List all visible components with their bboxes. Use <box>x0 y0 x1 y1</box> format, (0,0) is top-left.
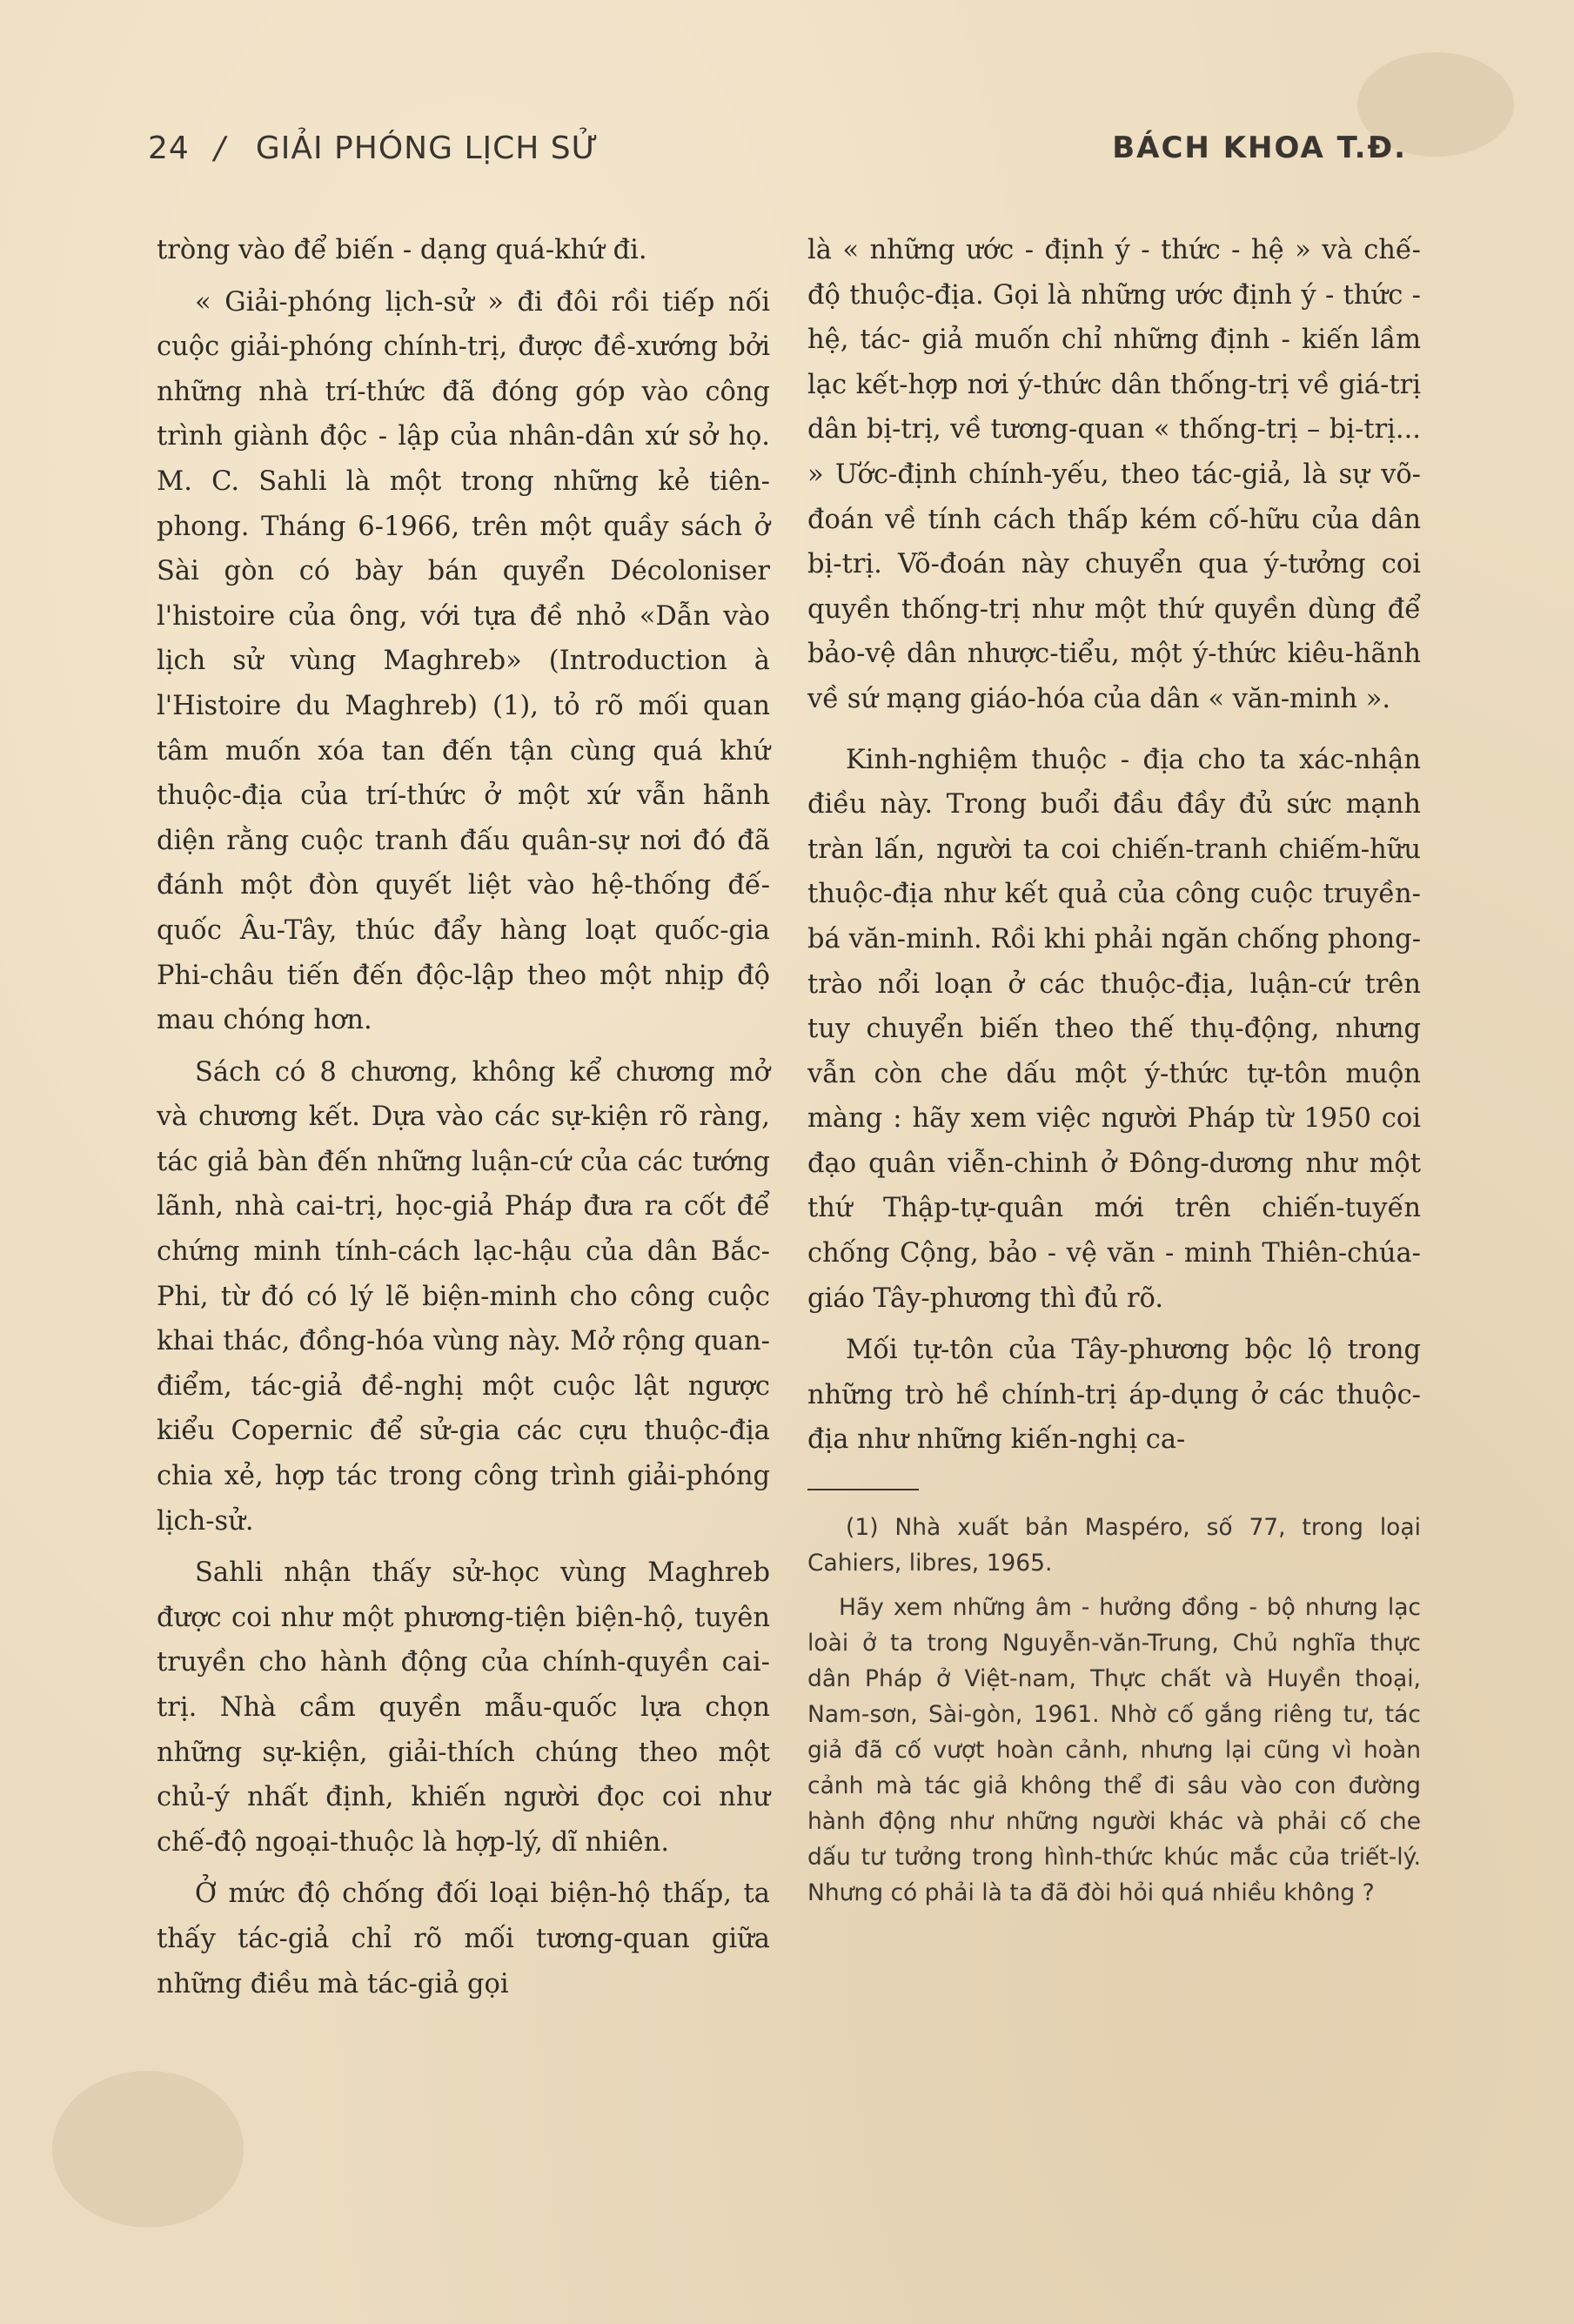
page-number: 24 <box>148 131 190 166</box>
left-column <box>157 228 770 2013</box>
footnote-divider <box>807 1489 919 1490</box>
running-header <box>148 131 1407 174</box>
paragraph: Sahli nhận thấy sử-học vùng Maghreb được coi như một phương-tiện biện-hộ, tuyên truyền cho hành động của chính-quyền cai-trị. Nhà cầm quyền mẫu-quốc lựa chọn những sự-kiện, giải-thích chúng theo một chủ-ý nhất định, khiến người đọc coi như chế-độ ngoại-thuộc là hợp-lý, dĩ nhiên. <box>157 1557 770 1858</box>
publication-title: BÁCH KHOA T.Đ. <box>1112 131 1407 165</box>
paragraph: « Giải-phóng lịch-sử » đi đôi rồi tiếp nối cuộc giải-phóng chính-trị, được đề-xướng bởi những nhà trí-thức đã đóng góp vào công trình giành độc - lập của nhân-dân xứ sở họ. M. C. Sahli là một trong những kẻ tiên-phong. Tháng 6-1966, trên một quầy sách ở Sài gòn có bày bán quyển Décoloniser l'histoire của ông, với tựa đề nhỏ «Dẫn vào lịch sử vùng Maghreb» (Introduction à l'Histoire du Maghreb) (1), tỏ rõ mối quan tâm muốn xóa tan đến tận cùng quá khứ thuộc-địa của trí-thức ở một xứ vẫn hãnh diện rằng cuộc tranh đấu quân-sự nơi đó đã đánh một đòn quyết liệt vào hệ-thống đế-quốc Âu-Tây, thúc đẩy hàng loạt quốc-gia Phi-châu tiến đến độc-lập theo một nhịp độ mau chóng hơn. <box>157 286 770 1036</box>
footnotes <box>807 1510 1421 1911</box>
section-title: GIẢI PHÓNG LỊCH SỬ <box>255 131 599 166</box>
header-left <box>148 131 599 166</box>
header-separator: / <box>214 131 226 166</box>
paragraph: Sách có 8 chương, không kể chương mở và chương kết. Dựa vào các sự-kiện rõ ràng, tác giả bàn đến những luận-cứ của các tướng lãnh, nhà cai-trị, học-giả Pháp đưa ra cốt để chứng minh tính-cách lạc-hậu của dân Bắc-Phi, từ đó có lý lẽ biện-minh cho công cuộc khai thác, đồng-hóa vùng này. Mở rộng quan-điểm, tác-giả đề-nghị một cuộc lật ngược kiểu Copernic để sử-gia các cựu thuộc-địa chia xẻ, hợp tác trong công trình giải-phóng lịch-sử. <box>157 1056 770 1537</box>
paragraph: Kinh-nghiệm thuộc - địa cho ta xác-nhận điều này. Trong buổi đầu đầy đủ sức mạnh tràn lấn, người ta coi chiến-tranh chiếm-hữu thuộc-địa như kết quả của công cuộc truyền-bá văn-minh. Rồi khi phải ngăn chống phong-trào nổi loạn ở các thuộc-địa, luận-cứ trên tuy chuyển biến theo thế thụ-động, nhưng vẫn còn che dấu một ý-thức tự-tôn muộn màng : hãy xem việc người Pháp từ 1950 coi đạo quân viễn-chinh ở Đông-dương như một thứ Thập-tự-quân mới trên chiến-tuyến chống Cộng, bảo - vệ văn - minh Thiên-chúa-giáo Tây-phương thì đủ rõ. <box>807 744 1421 1314</box>
right-column <box>807 228 1421 1919</box>
paragraph: Ở mức độ chống đối loại biện-hộ thấp, ta thấy tác-giả chỉ rõ mối tương-quan giữa những điều mà tác-giả gọi <box>157 1879 770 1999</box>
paper-stain <box>52 2071 244 2227</box>
paragraph: Mối tự-tôn của Tây-phương bộc lộ trong những trò hề chính-trị áp-dụng ở các thuộc-địa như những kiến-nghị ca- <box>807 1335 1421 1456</box>
footnote: (1) Nhà xuất bản Maspéro, số 77, trong loại Cahiers, libres, 1965. <box>807 1514 1421 1577</box>
footnote: Hãy xem những âm - hưởng đồng - bộ nhưng lạc loài ở ta trong Nguyễn-văn-Trung, Chủ nghĩa thực dân Pháp ở Việt-nam, Thực chất và Huyền thoại, Nam-sơn, Sài-gòn, 1961. Nhờ cố gắng riêng tư, tác giả đã cố vượt hoàn cảnh, nhưng lại cũng vì hoàn cảnh mà tác giả không thể đi sâu vào con đường hành động như những người khác và phải cố che dấu tư tưởng trong hình-thức khúc mắc của triết-lý. Nhưng có phải là ta đã đòi hỏi quá nhiều không ? <box>807 1594 1421 1907</box>
paragraph: là « những ước - định ý - thức - hệ » và chế-độ thuộc-địa. Gọi là những ước định ý - thức - hệ, tác- giả muốn chỉ những định - kiến lầm lạc kết-hợp nơi ý-thức dân thống-trị về giá-trị dân bị-trị, về tương-quan « thống-trị – bị-trị... » Ước-định chính-yếu, theo tác-giả, là sự võ-đoán về tính cách thấp kém cố-hữu của dân bị-trị. Võ-đoán này chuyển qua ý-tưởng coi quyền thống-trị như một thứ quyền dùng để bảo-vệ dân nhược-tiểu, một ý-thức kiêu-hãnh về sứ mạng giáo-hóa của dân « văn-minh ». <box>807 235 1421 714</box>
paragraph: tròng vào để biến - dạng quá-khứ đi. <box>157 235 647 265</box>
